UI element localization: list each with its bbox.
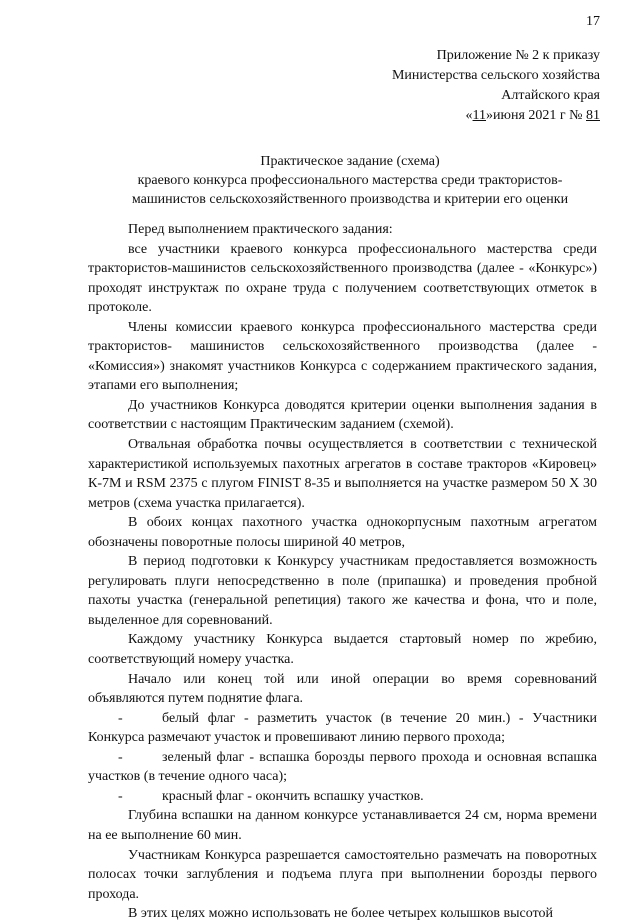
paragraph: Участникам Конкурса разрешается самостоятельно размечать на поворотных полосах точки заглубления и подъема плуга при выполнении борозды первого прохода. (88, 847, 597, 902)
order-date-line (392, 106, 600, 126)
paragraph: В обоих концах пахотного участка однокорпусным пахотным агрегатом обозначены поворотные полосы шириной 40 метров, (88, 515, 597, 550)
list-dash: - (118, 749, 123, 765)
list-dash: - (118, 710, 123, 726)
flag-item (88, 787, 597, 807)
order-number: 81 (586, 108, 600, 123)
title-line: краевого конкурса профессионального мастерства среди трактористов- (137, 173, 563, 188)
paragraph: все участники краевого конкурса профессионального мастерства среди трактористов-машинистов сельскохозяйственного производства (далее - «Конкурс») проходят инструктаж по охране труда с получением соответствующих отметок в протоколе. (88, 241, 597, 316)
paragraph: В период подготовки к Конкурсу участникам предоставляется возможность регулировать плуги непосредственно в поле (припашка) и проведения пробной пахоты участка (генеральной репетиция) такого же качества и фона, что и поле, выделенное для соревнований. (88, 554, 597, 628)
list-dash: - (118, 788, 123, 804)
date-day: 11 (472, 108, 487, 123)
paragraph: В этих целях можно использовать не более четырех колышков высотой (128, 906, 553, 922)
header-line: Министерства сельского хозяйства (391, 68, 600, 83)
paragraph: Члены комиссии краевого конкурса профессионального мастерства среди трактористов- машинистов сельскохозяйственного производства (далее - «Комиссия») знакомят участников Конкурса с содержанием практического задания, этапами его выполнения; (88, 319, 597, 394)
title-line: машинистов сельскохозяйственного производства и критерии его оценки (131, 192, 569, 207)
flag-text: красный флаг - окончить вспашку участков. (162, 788, 424, 804)
document-title (90, 152, 610, 209)
paragraph: Отвальная обработка почвы осуществляется в соответствии с технической характеристикой используемых пахотных агрегатов в составе тракторов «Кировец» К-7М и RSM 2375 с плугом FINIST 8-35 и выполняется на участке размером 50 Х 30 метров (схема участка прилагается). (88, 437, 597, 511)
paragraph: Глубина вспашки на данном конкурсе устанавливается 24 см, норма времени на ее выполнение 60 мин. (88, 808, 597, 843)
flag-item (88, 709, 597, 748)
flag-text: зеленый флаг - вспашка борозды первого прохода и основная вспашка участков (в течение одного часа); (88, 749, 597, 785)
paragraph: Перед выполнением практического задания: (128, 222, 393, 237)
flag-text: белый флаг - разметить участок (в течение 20 мин.) - Участники Конкурса размечают участок и провешивают линию первого прохода; (88, 710, 597, 746)
title-line: Практическое задание (схема) (260, 154, 440, 169)
paragraph: Начало или конец той или иной операции во время соревнований объявляются путем поднятие флага. (88, 671, 597, 707)
header-line: Алтайского края (501, 88, 600, 103)
date-mid: »июня 2021 г № (486, 108, 586, 123)
date-open: « (465, 108, 473, 123)
paragraph: Каждому участнику Конкурса выдается стартовый номер по жребию, соответствующий номеру участка. (88, 632, 597, 668)
document-body (88, 220, 597, 924)
page-number: 17 (586, 14, 600, 29)
order-header (392, 46, 600, 126)
flag-item (88, 748, 597, 787)
paragraph: До участников Конкурса доводятся критерии оценки выполнения задания в соответствии с настоящим Практическим заданием (схемой). (88, 397, 597, 433)
header-line: Приложение № 2 к приказу (436, 48, 600, 63)
